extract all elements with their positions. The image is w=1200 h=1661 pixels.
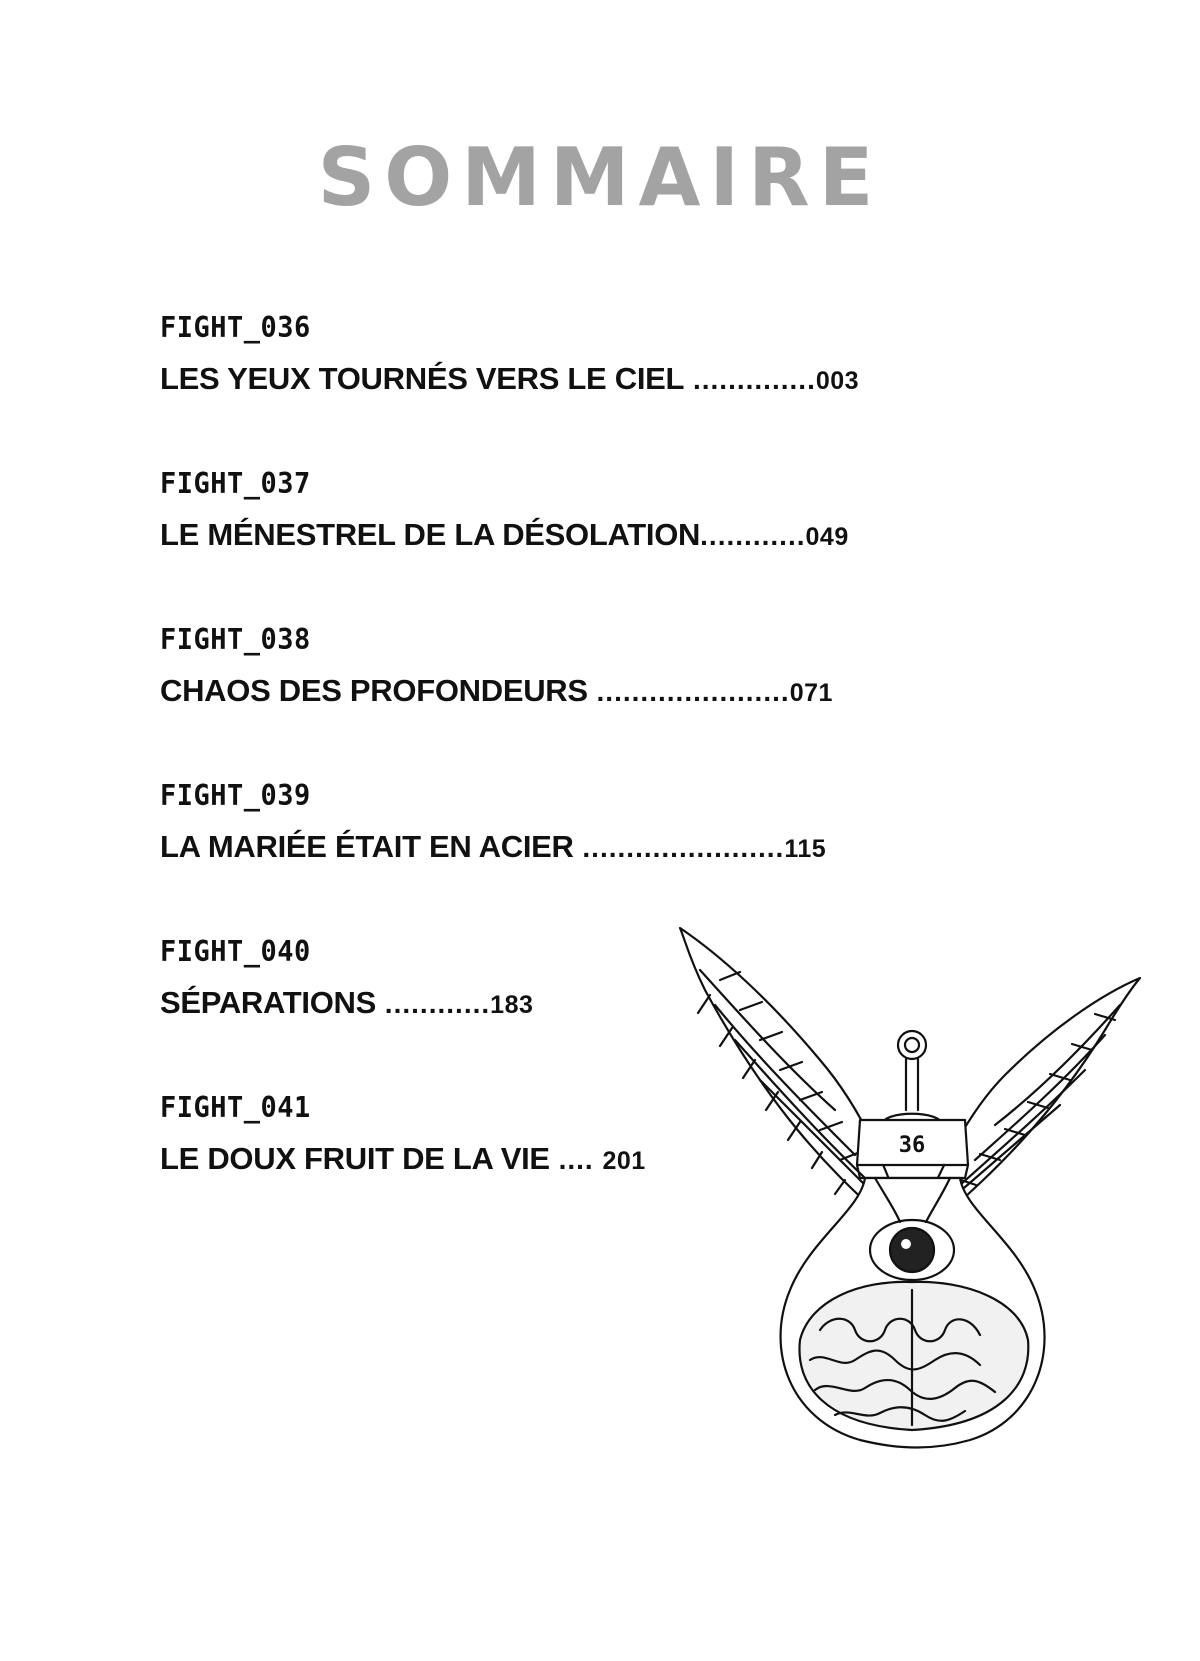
fight-number: FIGHT_040	[160, 936, 311, 969]
fight-number: FIGHT_041	[160, 1092, 311, 1125]
winged-bulb-eye-brain-icon	[660, 910, 1160, 1470]
fight-number: FIGHT_036	[160, 312, 311, 345]
leader-dots: ....	[549, 1144, 603, 1175]
chapter-line	[160, 515, 980, 557]
bulb-number-label: 36	[898, 1133, 926, 1158]
chapter-title: LA MARIÉE ÉTAIT EN ACIER	[160, 829, 574, 864]
toc-entry[interactable]	[160, 623, 980, 779]
chapter-title: CHAOS DES PROFONDEURS	[160, 673, 588, 708]
chapter-line	[160, 671, 980, 713]
toc-entry[interactable]	[160, 467, 980, 623]
chapter-title: LE MÉNESTREL DE LA DÉSOLATION	[160, 517, 701, 552]
page-number: 115	[784, 835, 827, 863]
leader-dots: ............	[376, 988, 491, 1019]
page-number: 049	[805, 523, 849, 551]
chapter-title: SÉPARATIONS	[160, 985, 377, 1020]
leader-dots: ......................	[587, 676, 790, 707]
page-number: 071	[789, 679, 833, 707]
page-number: 003	[815, 367, 860, 395]
fight-number: FIGHT_039	[160, 780, 311, 813]
page-title: SOMMAIRE	[317, 131, 883, 224]
chapter-title: LE DOUX FRUIT DE LA VIE	[160, 1141, 550, 1176]
toc-entry[interactable]	[160, 311, 980, 467]
chapter-title: LES YEUX TOURNÉS VERS LE CIEL	[160, 361, 685, 396]
leader-dots: ..............	[684, 364, 816, 395]
fight-number: FIGHT_038	[160, 624, 311, 657]
page-number: 183	[490, 991, 534, 1019]
fight-number: FIGHT_037	[160, 468, 311, 501]
leader-dots: .......................	[573, 832, 785, 863]
chapter-line	[160, 359, 980, 401]
chapter-line	[160, 827, 980, 869]
page-number: 201	[602, 1147, 646, 1175]
leader-dots: ............	[700, 520, 806, 551]
